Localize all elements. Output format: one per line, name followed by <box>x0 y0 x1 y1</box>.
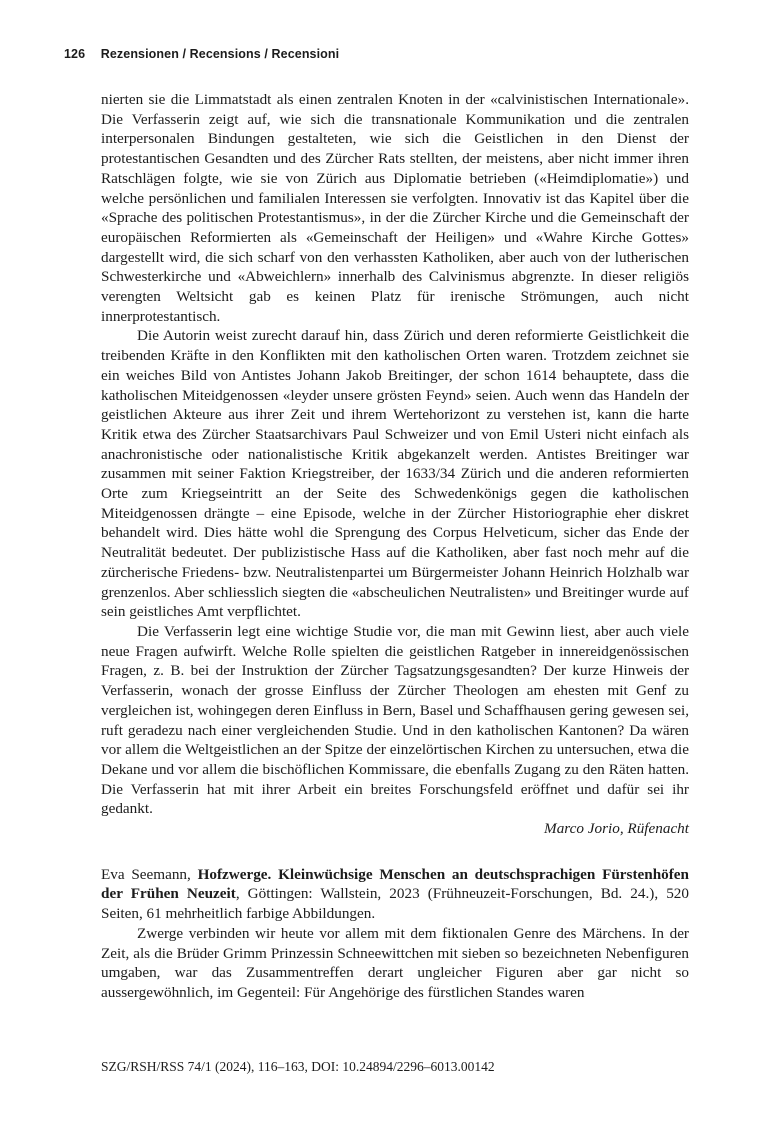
review-seemann <box>101 865 689 1003</box>
book-title: Hofzwerge. Kleinwüchsige Menschen an deutschsprachigen Fürstenhöfen der Frühen Neuzeit <box>101 865 689 903</box>
page-number: 126 <box>64 47 86 61</box>
review-paragraph: Die Autorin weist zurecht darauf hin, dass Zürich und deren reformierte Geistlichkeit die treibenden Kräfte in den Konflikten mit den katholischen Orten waren. Trotzdem zeichnet sie ein weiches Bild von Antistes Johann Jakob Breitinger, der schon 1614 behauptete, dass die katholischen Miteidgenossen «leyder unsere grösten Feynd» seien. Auch wenn das Handeln der geistlichen Akteure aus ihrer Zeit und ihrem Wertehorizont zu verstehen ist, kann die harte Kritik etwa des Zürcher Staatsarchivars Paul Schweizer und von Emil Usteri nicht einfach als anachronistische oder nationalistische Kritik abgekanzelt werden. Antistes Breitinger war zusammen mit seiner Faktion Kriegstreiber, der 1633/34 Zürich und die anderen reformierten Orte zum Kriegseintritt an der Seite des Schwedenkönigs gegen die katholischen Miteidgenossen drängte – eine Episode, welche in der Zürcher Historiographie eher diskret behandelt wird. Dies hätte wohl die Sprengung des Corpus Helveticum, sicher das Ende der Neutralität bedeutet. Der publizistische Hass auf die Katholiken, aber fast noch mehr auf die zürcherische Friedens- bzw. Neutralistenpartei um Bürgermeister Johann Heinrich Holzhalb war grenzenlos. Aber schliesslich siegten die «abscheulichen Neutralisten» und Breitinger wurde auf sein geistliches Amt verpflichtet. <box>101 327 689 621</box>
book-details: , Göttingen: Wallstein, 2023 (Frühneuzeit-Forschungen, Bd. 24.), 520 Seiten, 61 mehrheitlich farbige Abbildungen. <box>101 885 689 923</box>
journal-citation-footer: SZG/RSH/RSS 74/1 (2024), 116–163, DOI: 10.24894/2296–6013.00142 <box>101 1059 495 1074</box>
book-author: Eva Seemann, <box>101 865 198 883</box>
review-paragraph: nierten sie die Limmatstadt als einen zentralen Knoten in der «calvinistischen Internationale». Die Verfasserin zeigt auf, wie sich die transnationale Kommunikation und die zentralen interpersonalen Bindungen gestalteten, wie sich die Geistlichen in den Dienst der protestantischen Gesandten und des Zürcher Rats stellten, der meistens, aber nicht immer ihren Ratschlägen folgte, wie sie von Zürich aus Diplomatie betrieben («Heimdiplomatie») und welche persönlichen und familialen Interessen sie verfolgten. Innovativ ist das Kapitel über die «Sprache des politischen Protestantismus», in der die Zürcher Kirche und die Gemeinschaft der europäischen Reformierten als «Gemeinschaft der Heiligen» und «Wahre Kirche Gottes» dargestellt wird, die sich scharf von den verhassten Katholiken, aber auch von der lutherischen Schwesterkirche und «Abweichlern» innerhalb des Calvinismus abgrenzte. In dieser religiös verengten Weltsicht gab es keinen Platz für irenische Strömungen, auch nicht innerprotestantisch. <box>101 91 689 325</box>
main-text <box>101 90 689 1003</box>
book-citation <box>101 865 689 924</box>
running-header <box>64 47 339 61</box>
review-separator <box>101 839 689 865</box>
review-jorio <box>101 90 689 839</box>
review-paragraph: Zwerge verbinden wir heute vor allem mit dem fiktionalen Genre des Märchens. In der Zeit, als die Brüder Grimm Prinzessin Schneewittchen mit sieben so bezeichneten Nebenfiguren umgaben, war das Zusammentreffen derart ungleicher Figuren aber gar nicht so aussergewöhnlich, im Gegenteil: Für Angehörige des fürstlichen Standes waren <box>101 924 689 1001</box>
section-title: Rezensionen / Recensions / Recensioni <box>100 47 340 61</box>
reviewer-signature: Marco Jorio, Rüfenacht <box>544 820 689 838</box>
review-paragraph: Die Verfasserin legt eine wichtige Studie vor, die man mit Gewinn liest, aber auch viele neue Fragen aufwirft. Welche Rolle spielten die geistlichen Ratgeber in innereidgenössischen Fragen, z. B. bei der Instruktion der Zürcher Tagsatzungsgesandten? Der kurze Hinweis der Verfasserin, wonach der grosse Einfluss der Zürcher Theologen am ehesten mit Genf zu vergleichen ist, wohingegen deren Einfluss in Bern, Basel und Schaffhausen gering gewesen sei, ruft geradezu nach einer vergleichenden Studie. Und in den katholischen Kantonen? Da wären vor allem die Weltgeistlichen an der Spitze der einzelörtischen Kirchen zu untersuchen, etwa die Dekane und vor allem die bischöflichen Kommissare, die ebenfalls Zugang zu den Räten hatten. Die Verfasserin hat mit ihrer Arbeit ein breites Forschungsfeld eröffnet und dafür sei ihr gedankt. <box>101 622 689 818</box>
